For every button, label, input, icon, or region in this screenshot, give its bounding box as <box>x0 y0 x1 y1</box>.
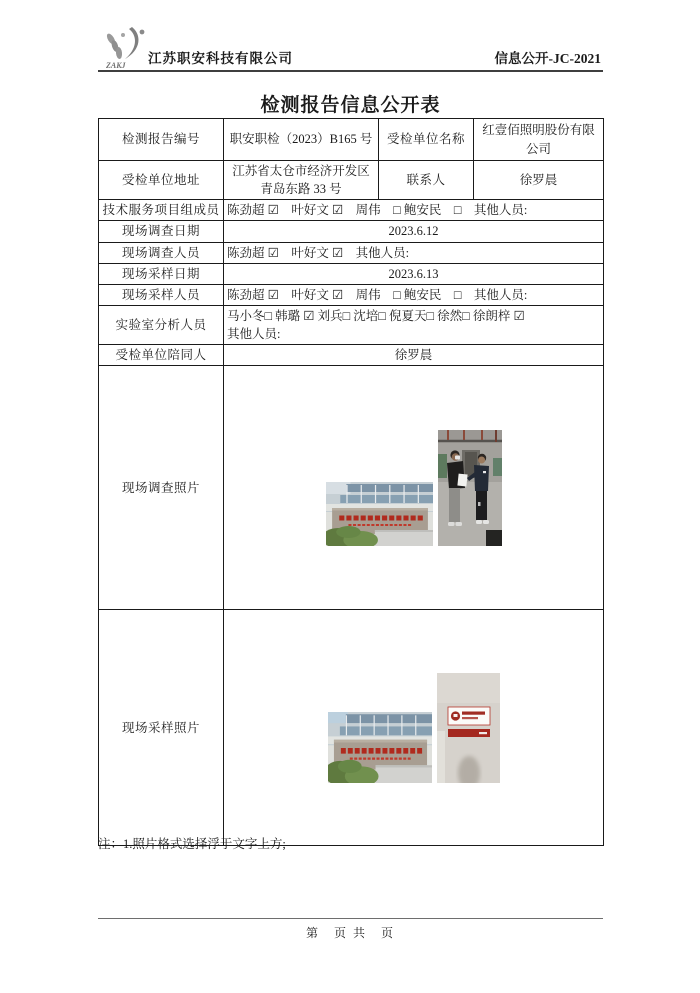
table-row <box>99 610 604 846</box>
table-row <box>99 263 604 284</box>
unit-address-label: 受检单位地址 <box>99 161 224 200</box>
survey-photo-label: 现场调查照片 <box>99 366 224 610</box>
lab-analyst-members <box>224 305 604 344</box>
document-code: 信息公开-JC-2021 <box>494 51 601 66</box>
survey-date-value: 2023.6.12 <box>224 221 604 242</box>
sampling-date-label: 现场采样日期 <box>99 263 224 284</box>
table-row <box>99 119 604 161</box>
table-row <box>99 305 604 344</box>
footnote: 注：1.照片格式选择浮于文字上方; <box>98 837 286 851</box>
lab-analyst-line2: 其他人员: <box>227 327 281 341</box>
table-row <box>99 221 604 242</box>
report-no-value: 职安职检（2023）B165 号 <box>224 119 379 161</box>
table-row <box>99 200 604 221</box>
table-row <box>99 284 604 305</box>
project-team-members: 陈劲超 ☑ 叶好文 ☑ 周伟 □ 鲍安民 □ 其他人员: <box>224 200 604 221</box>
building-entrance-photo <box>326 482 433 546</box>
sampling-staff-label: 现场采样人员 <box>99 284 224 305</box>
sampling-photo-label: 现场采样照片 <box>99 610 224 846</box>
sampling-date-value: 2023.6.13 <box>224 263 604 284</box>
table-row <box>99 366 604 610</box>
escort-label: 受检单位陪同人 <box>99 345 224 366</box>
page-footer <box>98 918 603 941</box>
table-row <box>99 345 604 366</box>
sampling-point-wall-photo <box>437 673 500 783</box>
company-logo-icon <box>98 26 150 70</box>
unit-name-label: 受检单位名称 <box>379 119 474 161</box>
sampling-staff-members: 陈劲超 ☑ 叶好文 ☑ 周伟 □ 鲍安民 □ 其他人员: <box>224 284 604 305</box>
sampling-photo-cell <box>224 610 604 846</box>
table-row <box>99 161 604 200</box>
disclosure-table <box>98 118 604 846</box>
project-team-label: 技术服务项目组成员 <box>99 200 224 221</box>
unit-address-value: 江苏省太仓市经济开发区青岛东路 33 号 <box>224 161 379 200</box>
table-row <box>99 242 604 263</box>
unit-name-value: 红壹佰照明股份有限公司 <box>474 119 604 161</box>
contact-value: 徐罗晨 <box>474 161 604 200</box>
contact-label: 联系人 <box>379 161 474 200</box>
report-no-label: 检测报告编号 <box>99 119 224 161</box>
survey-staff-label: 现场调查人员 <box>99 242 224 263</box>
survey-photo-cell <box>224 366 604 610</box>
survey-date-label: 现场调查日期 <box>99 221 224 242</box>
survey-staff-members: 陈劲超 ☑ 叶好文 ☑ 其他人员: <box>224 242 604 263</box>
lab-analyst-line1: 马小冬□ 韩璐 ☑ 刘兵□ 沈培□ 倪夏天□ 徐然□ 徐朗梓 ☑ <box>227 308 525 323</box>
lab-analyst-label: 实验室分析人员 <box>99 305 224 344</box>
escort-value: 徐罗晨 <box>224 345 604 366</box>
logo-text: ZAKJ <box>106 61 126 70</box>
workers-interview-photo <box>438 430 502 546</box>
page-number-text: 第 页 共 页 <box>305 926 395 940</box>
page-title: 检测报告信息公开表 <box>260 95 441 116</box>
building-entrance-photo-2 <box>328 712 432 783</box>
company-name: 江苏职安科技有限公司 <box>148 51 293 66</box>
page-header <box>98 24 603 72</box>
